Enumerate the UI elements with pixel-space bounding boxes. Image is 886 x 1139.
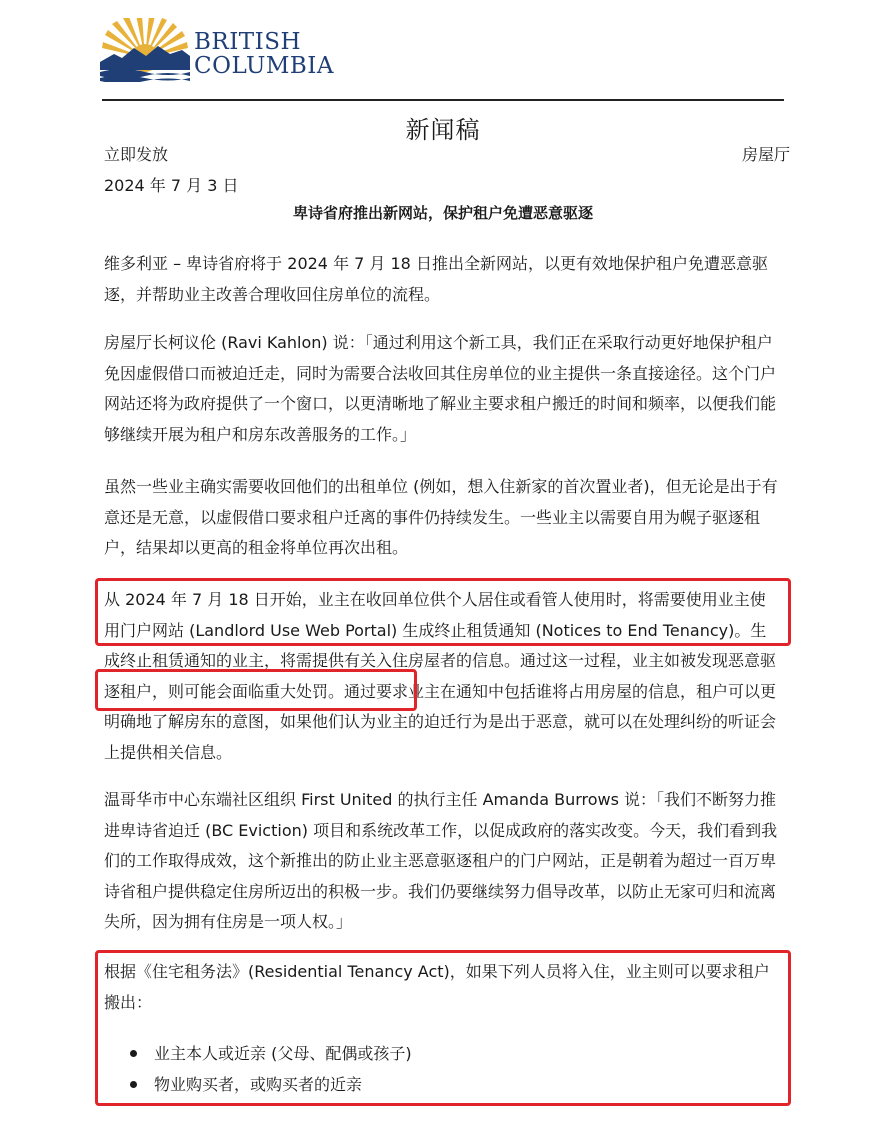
- list-item-text: 业主本人或近亲 (父母、配偶或孩子): [154, 1044, 412, 1063]
- paragraph-1: 维多利亚 – 卑诗省府将于 2024 年 7 月 18 日推出全新网站，以更有效地保护租户免遭恶意驱逐，并帮助业主改善合理收回住房单位的流程。: [104, 254, 768, 304]
- logo-line-columbia: COLUMBIA: [194, 53, 335, 79]
- list-item-text: 物业购买者，或购买者的近亲: [154, 1075, 363, 1094]
- headline: 卑诗省府推出新网站，保护租户免遭恶意驱逐: [292, 204, 593, 222]
- header-divider: [102, 99, 784, 101]
- eligibility-list: [104, 1038, 780, 1100]
- list-item: [104, 1069, 780, 1100]
- release-date: 2024 年 7 月 3 日: [104, 176, 239, 195]
- bullet-icon: [130, 1050, 137, 1057]
- ministry-name: 房屋厅: [741, 145, 790, 164]
- paragraph-6: 根据《住宅租务法》(Residential Tenancy Act)，如果下列人员将入住，业主则可以要求租户搬出：: [104, 962, 770, 1012]
- paragraph-5: 温哥华市中心东端社区组织 First United 的执行主任 Amanda Burrows 说：「我们不断努力推进卑诗省迫迁 (BC Eviction) 项目和系统改革工作，以促成政府的落实改变。今天，我们看到我们的工作取得成效，这个新推出的防止业主恶意驱逐租户的门户网站，正是朝着为超过一百万卑诗省租户提供稳定住房所迈出的积极一步。我们仍要继续努力倡导改革，以防止无家可归和流离失所，因为拥有住房是一项人权。」: [104, 790, 778, 931]
- logo-line-british: BRITISH: [194, 29, 302, 55]
- paragraph-3: 虽然一些业主确实需要收回他们的出租单位 (例如，想入住新家的首次置业者)，但无论是出于有意还是无意，以虚假借口要求租户迁离的事件仍持续发生。一些业主以需要自用为幌子驱逐租户，结果却以更高的租金将单位再次出租。: [104, 477, 778, 557]
- bullet-icon: [130, 1081, 137, 1088]
- paragraph-2: 房屋厅长柯议伦 (Ravi Kahlon) 说：「通过利用这个新工具，我们正在采取行动更好地保护租户免因虚假借口而被迫迁走，同时为需要合法收回其住房单位的业主提供一条直接途径。这个门户网站还将为政府提供了一个窗口，以更清晰地了解业主要求租户搬迁的时间和频率，以便我们能够继续开展为租户和房东改善服务的工作。」: [104, 333, 777, 444]
- paragraph-4: 从 2024 年 7 月 18 日开始，业主在收回单位供个人居住或看管人使用时，将需要使用业主使用门户网站 (Landlord Use Web Portal) 生成终止租赁通知 (Notices to End Tenancy)。生成终止租赁通知的业主，将需提供有关入住房屋者的信息。通过这一过程，业主如被发现恶意驱逐租户，则可能会面临重大处罚。通过要求业主在通知中包括谁将占用房屋的信息，租户可以更明确地了解房东的意图，如果他们认为业主的迫迁行为是出于恶意，就可以在处理纠纷的听证会上提供相关信息。: [104, 590, 777, 762]
- release-label: 立即发放: [104, 145, 169, 164]
- list-item: [104, 1038, 780, 1069]
- sun-mountain-icon: [100, 18, 190, 82]
- bc-logo: [100, 18, 340, 82]
- document-title: 新闻稿: [405, 116, 481, 144]
- logo-wordmark: [194, 30, 334, 78]
